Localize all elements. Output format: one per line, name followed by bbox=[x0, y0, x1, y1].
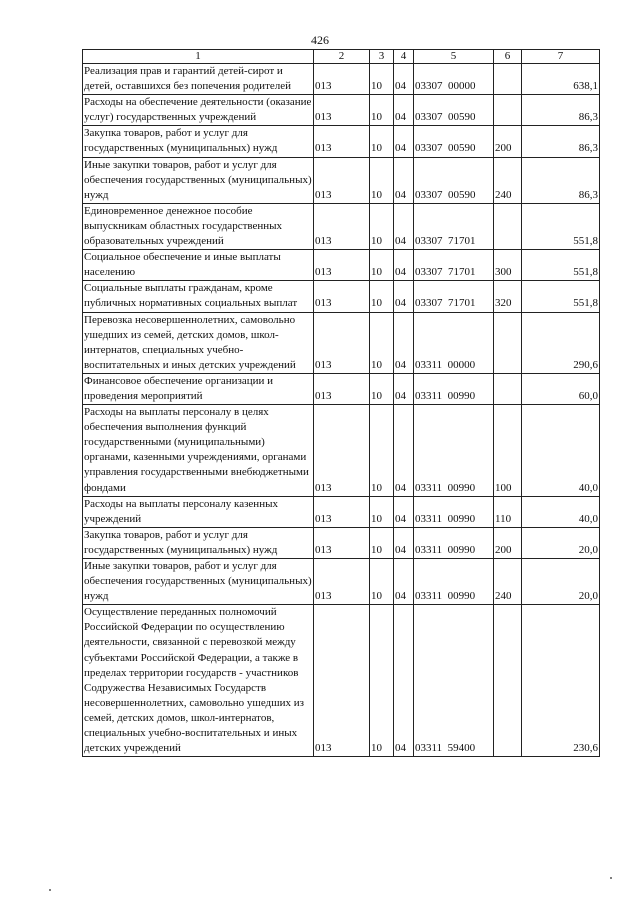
row-amount: 551,8 bbox=[522, 203, 600, 249]
row-col-2: 013 bbox=[314, 312, 370, 373]
table-row bbox=[83, 405, 600, 497]
row-col-3: 10 bbox=[370, 496, 394, 527]
row-col-2: 013 bbox=[314, 559, 370, 605]
row-col-3: 10 bbox=[370, 527, 394, 558]
row-col-5: 03311 00990 bbox=[414, 496, 494, 527]
table-row bbox=[83, 126, 600, 157]
row-col-6 bbox=[494, 95, 522, 126]
row-name: Единовременное денежное пособие выпускникам областных государственных образовательных учреждений bbox=[83, 203, 314, 249]
table-row bbox=[83, 64, 600, 95]
row-col-5: 03307 00590 bbox=[414, 126, 494, 157]
table-row bbox=[83, 496, 600, 527]
budget-table bbox=[82, 49, 600, 757]
header-col-2: 2 bbox=[314, 50, 370, 64]
row-col-6: 300 bbox=[494, 250, 522, 281]
row-name: Иные закупки товаров, работ и услуг для обеспечения государственных (муниципальных) нужд bbox=[83, 559, 314, 605]
row-col-2: 013 bbox=[314, 373, 370, 404]
row-col-3: 10 bbox=[370, 312, 394, 373]
row-col-5: 03311 59400 bbox=[414, 605, 494, 757]
row-col-5: 03307 00000 bbox=[414, 64, 494, 95]
row-col-5: 03307 00590 bbox=[414, 157, 494, 203]
header-col-5: 5 bbox=[414, 50, 494, 64]
row-col-4: 04 bbox=[394, 312, 414, 373]
row-col-5: 03311 00990 bbox=[414, 373, 494, 404]
table-row bbox=[83, 250, 600, 281]
row-col-2: 013 bbox=[314, 496, 370, 527]
table-row bbox=[83, 157, 600, 203]
row-col-5: 03311 00990 bbox=[414, 559, 494, 605]
row-col-6: 110 bbox=[494, 496, 522, 527]
row-col-4: 04 bbox=[394, 527, 414, 558]
row-col-6 bbox=[494, 64, 522, 95]
row-col-4: 04 bbox=[394, 157, 414, 203]
page-number: 426 bbox=[311, 33, 329, 47]
row-col-3: 10 bbox=[370, 605, 394, 757]
row-col-5: 03311 00990 bbox=[414, 405, 494, 497]
row-col-6: 240 bbox=[494, 157, 522, 203]
scan-speck bbox=[49, 889, 51, 891]
row-col-4: 04 bbox=[394, 496, 414, 527]
row-col-3: 10 bbox=[370, 126, 394, 157]
row-amount: 40,0 bbox=[522, 496, 600, 527]
table-row bbox=[83, 203, 600, 249]
row-name: Социальное обеспечение и иные выплаты населению bbox=[83, 250, 314, 281]
header-col-1: 1 bbox=[83, 50, 314, 64]
table-row bbox=[83, 312, 600, 373]
row-name: Реализация прав и гарантий детей-сирот и детей, оставшихся без попечения родителей bbox=[83, 64, 314, 95]
row-col-2: 013 bbox=[314, 605, 370, 757]
row-col-5: 03307 71701 bbox=[414, 203, 494, 249]
row-name: Расходы на выплаты персоналу в целях обеспечения выполнения функций государственными (муниципальными) органами, казенными учреждениями, органами управления государственными внебюджетными фондами bbox=[83, 405, 314, 497]
row-col-2: 013 bbox=[314, 281, 370, 312]
header-col-6: 6 bbox=[494, 50, 522, 64]
row-amount: 638,1 bbox=[522, 64, 600, 95]
header-col-3: 3 bbox=[370, 50, 394, 64]
row-col-4: 04 bbox=[394, 64, 414, 95]
row-col-6 bbox=[494, 605, 522, 757]
row-col-4: 04 bbox=[394, 405, 414, 497]
row-col-6: 200 bbox=[494, 126, 522, 157]
row-col-4: 04 bbox=[394, 250, 414, 281]
row-col-2: 013 bbox=[314, 527, 370, 558]
row-name: Осуществление переданных полномочий Российской Федерации по осуществлению деятельности, связанной с перевозкой между субъектами Российской Федерации, а также в пределах территории государств - участников Содружества Независимых Государств несовершеннолетних, самовольно ушедших из семей, детских домов, школ-интернатов, специальных учебно-воспитательных и иных детских учреждений bbox=[83, 605, 314, 757]
row-amount: 86,3 bbox=[522, 126, 600, 157]
row-col-3: 10 bbox=[370, 203, 394, 249]
row-col-2: 013 bbox=[314, 203, 370, 249]
row-col-6: 320 bbox=[494, 281, 522, 312]
header-row bbox=[83, 50, 600, 64]
row-col-5: 03307 71701 bbox=[414, 250, 494, 281]
row-col-5: 03311 00000 bbox=[414, 312, 494, 373]
row-col-3: 10 bbox=[370, 281, 394, 312]
row-col-6: 200 bbox=[494, 527, 522, 558]
row-col-4: 04 bbox=[394, 605, 414, 757]
row-amount: 20,0 bbox=[522, 559, 600, 605]
row-amount: 86,3 bbox=[522, 157, 600, 203]
table-row bbox=[83, 559, 600, 605]
header-col-7: 7 bbox=[522, 50, 600, 64]
row-amount: 290,6 bbox=[522, 312, 600, 373]
table-row bbox=[83, 281, 600, 312]
row-amount: 20,0 bbox=[522, 527, 600, 558]
row-col-2: 013 bbox=[314, 126, 370, 157]
row-amount: 40,0 bbox=[522, 405, 600, 497]
row-col-5: 03307 00590 bbox=[414, 95, 494, 126]
header-col-4: 4 bbox=[394, 50, 414, 64]
row-amount: 230,6 bbox=[522, 605, 600, 757]
row-col-6 bbox=[494, 373, 522, 404]
table-row bbox=[83, 95, 600, 126]
row-col-6 bbox=[494, 312, 522, 373]
scan-speck bbox=[610, 877, 612, 879]
row-name: Закупка товаров, работ и услуг для государственных (муниципальных) нужд bbox=[83, 527, 314, 558]
row-col-4: 04 bbox=[394, 281, 414, 312]
row-col-3: 10 bbox=[370, 405, 394, 497]
table-row bbox=[83, 527, 600, 558]
row-col-2: 013 bbox=[314, 95, 370, 126]
row-col-3: 10 bbox=[370, 373, 394, 404]
row-col-4: 04 bbox=[394, 373, 414, 404]
row-col-2: 013 bbox=[314, 405, 370, 497]
row-col-6 bbox=[494, 203, 522, 249]
row-col-3: 10 bbox=[370, 250, 394, 281]
row-col-6: 100 bbox=[494, 405, 522, 497]
row-name: Расходы на выплаты персоналу казенных учреждений bbox=[83, 496, 314, 527]
row-name: Иные закупки товаров, работ и услуг для обеспечения государственных (муниципальных) нужд bbox=[83, 157, 314, 203]
row-col-3: 10 bbox=[370, 64, 394, 95]
row-col-4: 04 bbox=[394, 203, 414, 249]
row-col-6: 240 bbox=[494, 559, 522, 605]
row-name: Расходы на обеспечение деятельности (оказание услуг) государственных учреждений bbox=[83, 95, 314, 126]
row-col-2: 013 bbox=[314, 64, 370, 95]
row-amount: 86,3 bbox=[522, 95, 600, 126]
row-name: Закупка товаров, работ и услуг для государственных (муниципальных) нужд bbox=[83, 126, 314, 157]
row-col-3: 10 bbox=[370, 559, 394, 605]
table-row bbox=[83, 373, 600, 404]
row-col-4: 04 bbox=[394, 126, 414, 157]
row-col-4: 04 bbox=[394, 95, 414, 126]
row-col-4: 04 bbox=[394, 559, 414, 605]
row-amount: 551,8 bbox=[522, 250, 600, 281]
row-col-2: 013 bbox=[314, 250, 370, 281]
row-col-5: 03307 71701 bbox=[414, 281, 494, 312]
row-name: Финансовое обеспечение организации и проведения мероприятий bbox=[83, 373, 314, 404]
row-name: Социальные выплаты гражданам, кроме публичных нормативных социальных выплат bbox=[83, 281, 314, 312]
table-row bbox=[83, 605, 600, 757]
row-name: Перевозка несовершеннолетних, самовольно ушедших из семей, детских домов, школ-интернатов, специальных учебно-воспитательных и иных детских учреждений bbox=[83, 312, 314, 373]
row-col-2: 013 bbox=[314, 157, 370, 203]
row-col-3: 10 bbox=[370, 157, 394, 203]
row-col-5: 03311 00990 bbox=[414, 527, 494, 558]
row-col-3: 10 bbox=[370, 95, 394, 126]
row-amount: 60,0 bbox=[522, 373, 600, 404]
row-amount: 551,8 bbox=[522, 281, 600, 312]
